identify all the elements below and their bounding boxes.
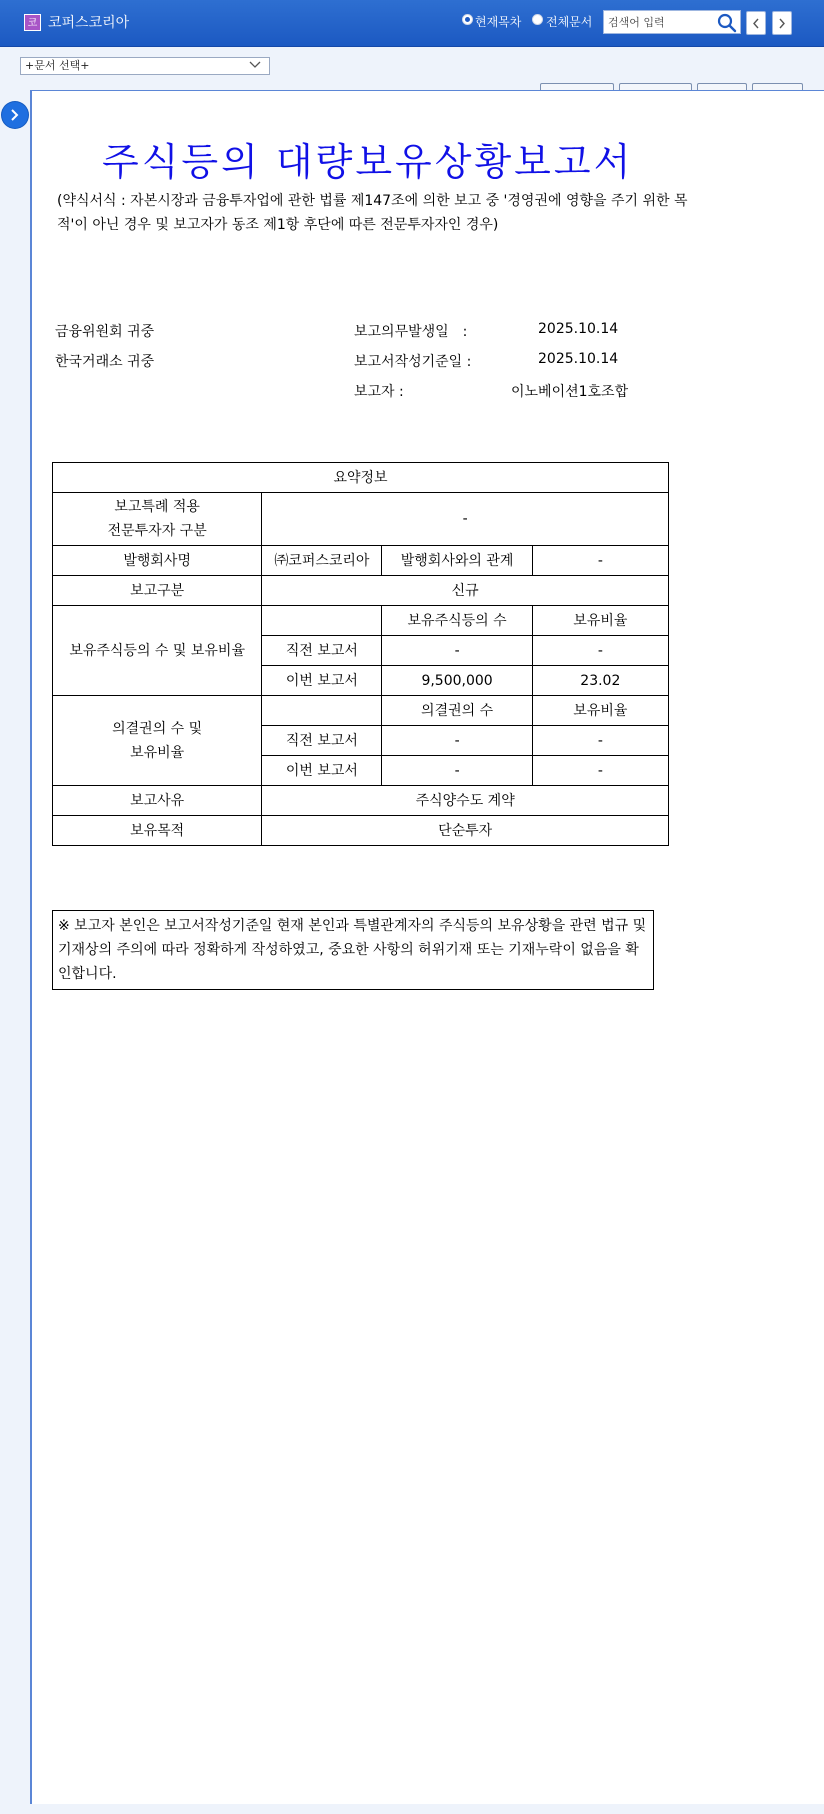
chevron-left-icon [752,18,760,29]
voting-label-line-2: 보유비율 [130,744,185,761]
table-row [53,463,669,493]
voting-blank-cell [262,696,382,726]
reason-value: 주식양수도 계약 [262,786,669,816]
holdings-col-shares: 보유주식등의 수 [382,606,532,636]
summary-header: 요약정보 [53,463,669,493]
report-type-value: 신규 [262,576,669,606]
voting-this-label: 이번 보고서 [262,756,382,786]
document-title: 주식등의 대량보유상황보고서 [102,140,634,184]
document-select[interactable] [20,57,270,75]
voting-col-votes: 의결권의 수 [382,696,532,726]
issuer-label: 발행회사명 [53,546,262,576]
app-title: 코퍼스코리아 [48,15,130,31]
reporter-label: 보고자 : [354,384,404,400]
special-label-line-2: 전문투자자 구분 [107,523,207,539]
search-icon[interactable] [717,13,737,33]
relation-value: - [532,546,668,576]
obligation-date: 2025.10.14 [538,321,619,337]
purpose-label: 보유목적 [53,816,262,846]
holdings-prev-shares: - [382,636,532,666]
top-bar [0,0,824,47]
radio-current-section[interactable] [462,14,473,25]
reporter-name: 이노베이션1호조합 [511,384,629,400]
voting-label [53,696,262,786]
holdings-this-ratio: 23.02 [532,666,668,696]
holdings-this-label: 이번 보고서 [262,666,382,696]
holdings-blank-cell [262,606,382,636]
holdings-prev-label: 직전 보고서 [262,636,382,666]
chevron-down-icon [249,61,261,69]
holdings-prev-ratio: - [532,636,668,666]
issuer-value: ㈜코퍼스코리아 [262,546,382,576]
search-box [603,10,741,34]
report-type-label: 보고구분 [53,576,262,606]
table-row [53,576,669,606]
chevron-right-icon [10,109,19,121]
holdings-label: 보유주식등의 수 및 보유비율 [53,606,262,696]
radio-current-section-label[interactable]: 현재목차 [475,15,522,29]
addressee-krx: 한국거래소 귀중 [55,354,155,370]
document-select-value: +문서 선택+ [25,59,90,72]
base-date: 2025.10.14 [538,351,619,367]
app-logo-icon: 코 [24,14,41,31]
base-date-label: 보고서작성기준일 : [354,354,472,370]
relation-label: 발행회사와의 관계 [382,546,532,576]
chevron-right-icon [778,18,786,29]
document-viewer [30,90,824,1804]
voting-col-ratio: 보유비율 [532,696,668,726]
confirmation-notice: ※ 보고자 본인은 보고서작성기준일 현재 본인과 특별관계자의 주식등의 보유상황을 관련 법규 및 기재상의 주의에 따라 정확하게 작성하였고, 중요한 사항의 허위기재 또는 기재누락이 없음을 확인합니다. [52,910,654,990]
voting-this-votes: - [382,756,532,786]
voting-prev-votes: - [382,726,532,756]
addressee-fsc: 금융위원회 귀중 [55,324,155,340]
special-value: - [262,493,669,546]
table-row [53,696,669,726]
table-row [53,546,669,576]
voting-prev-label: 직전 보고서 [262,726,382,756]
next-result-button[interactable] [772,11,792,35]
purpose-value: 단순투자 [262,816,669,846]
table-row [53,786,669,816]
special-label [53,493,262,546]
table-row [53,606,669,636]
holdings-col-ratio: 보유비율 [532,606,668,636]
radio-all-documents[interactable] [532,14,543,25]
previous-result-button[interactable] [746,11,766,35]
radio-all-documents-label[interactable]: 전체문서 [546,15,593,29]
sidebar-toggle-button[interactable] [2,102,28,128]
table-row [53,493,669,546]
table-row [53,816,669,846]
voting-prev-ratio: - [532,726,668,756]
voting-label-line-1: 의결권의 수 및 [112,720,203,737]
reason-label: 보고사유 [53,786,262,816]
summary-table [52,462,669,846]
holdings-this-shares: 9,500,000 [382,666,532,696]
document-subtitle: (약식서식 : 자본시장과 금융투자업에 관한 법률 제147조에 의한 보고 중 '경영권에 영향을 주기 위한 목적'이 아닌 경우 및 보고자가 동조 제1항 후단에 따른 전문투자자인 경우) [57,193,688,233]
voting-this-ratio: - [532,756,668,786]
special-label-line-1: 보고특례 적용 [114,499,200,515]
obligation-date-label: 보고의무발생일 : [354,324,468,340]
search-input[interactable] [608,13,708,31]
